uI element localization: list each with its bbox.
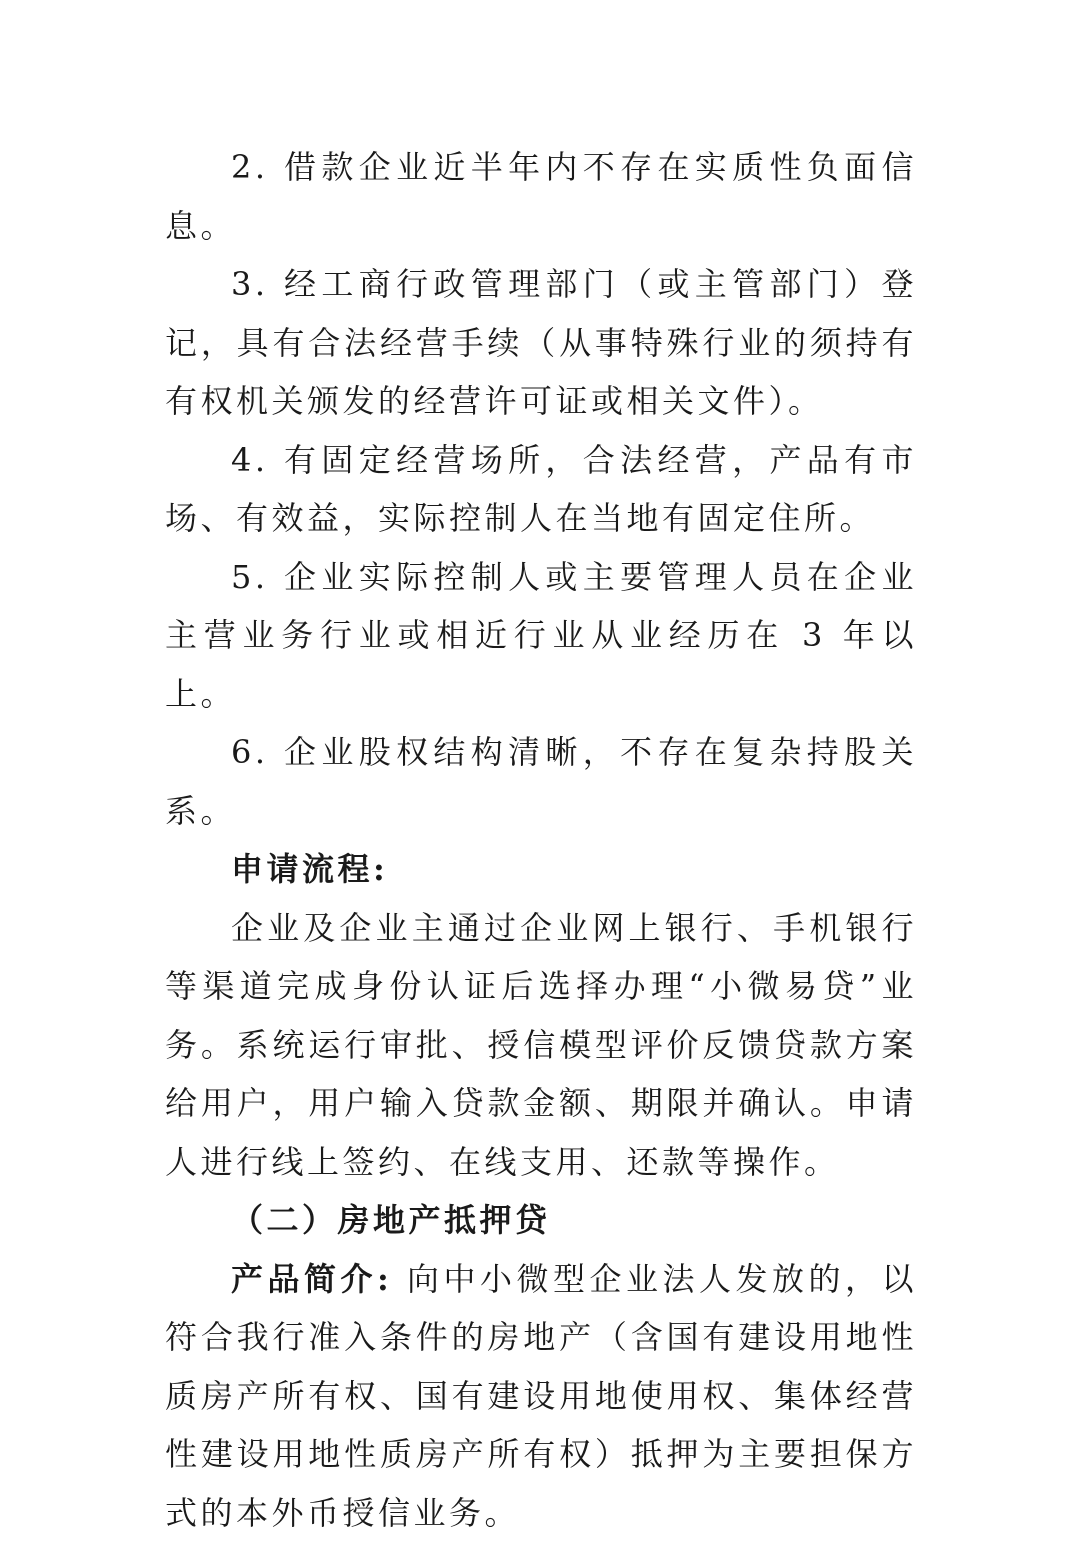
product-intro-body: 向中小微型企业法人发放的，以符合我行准入条件的房地产（含国有建设用地性质房产所有权、国有建设用地使用权、集体经营性建设用地性质房产所有权）抵押为主要担保方式的本外币授信业务。 <box>165 1260 917 1532</box>
process-body: 企业及企业主通过企业网上银行、手机银行等渠道完成身份认证后选择办理“小微易贷”业务。系统运行审批、授信模型评价反馈贷款方案给用户，用户输入贷款金额、期限并确认。申请人进行线上签约、在线支用、还款等操作。 <box>165 899 917 1192</box>
condition-item-5: 5. 企业实际控制人或主要管理人员在企业主营业务行业或相近行业从业经历在 3 年以上。 <box>165 548 917 724</box>
section-heading-real-estate-loan: （二）房地产抵押贷 <box>165 1191 917 1250</box>
condition-item-4: 4. 有固定经营场所，合法经营，产品有市场、有效益，实际控制人在当地有固定住所。 <box>165 431 917 548</box>
document-body <box>165 138 917 1542</box>
product-intro <box>165 1250 917 1542</box>
condition-item-2: 2. 借款企业近半年内不存在实质性负面信息。 <box>165 138 917 255</box>
process-heading: 申请流程: <box>165 840 917 899</box>
product-intro-label: 产品简介: <box>231 1260 392 1298</box>
condition-item-3: 3. 经工商行政管理部门（或主管部门）登记，具有合法经营手续（从事特殊行业的须持有有权机关颁发的经营许可证或相关文件）。 <box>165 255 917 431</box>
condition-item-6: 6. 企业股权结构清晰，不存在复杂持股关系。 <box>165 723 917 840</box>
